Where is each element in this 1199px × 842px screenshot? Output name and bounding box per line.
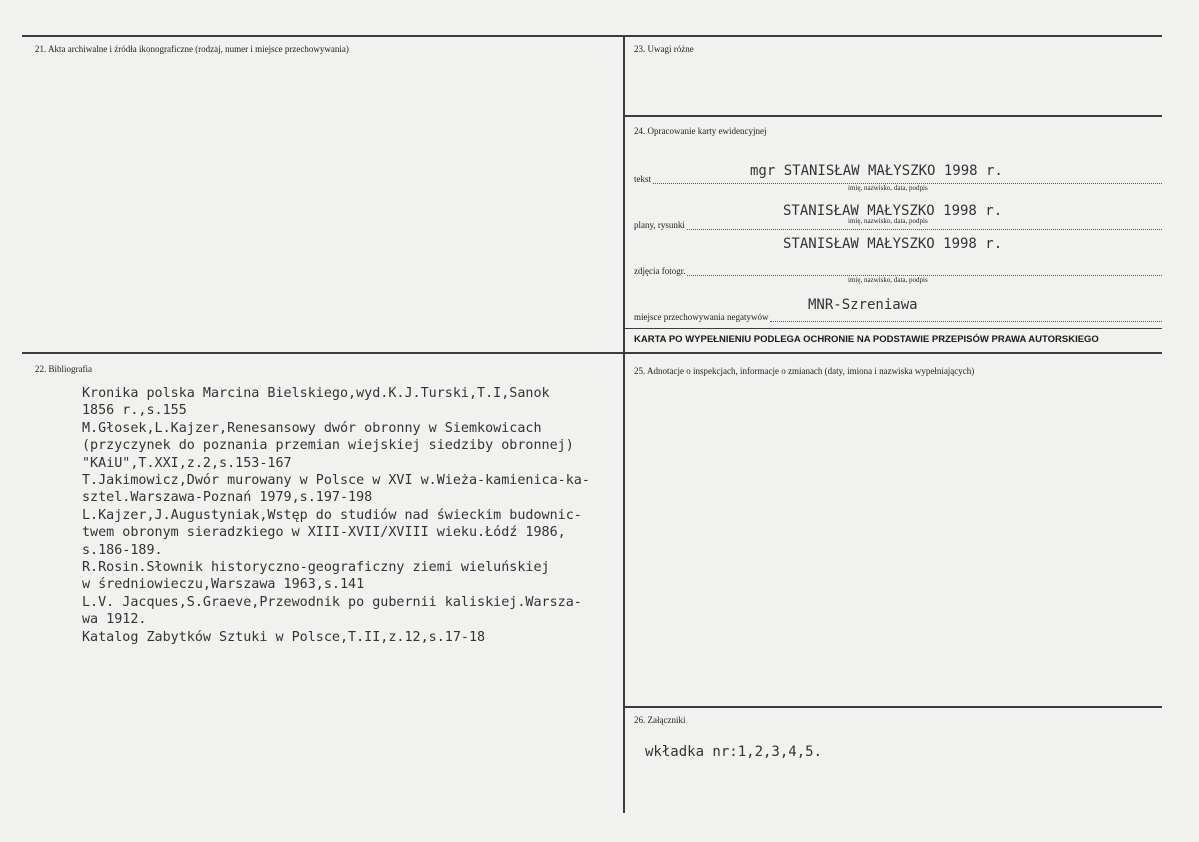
- bibliography-line: L.Kajzer,J.Augustyniak,Wstęp do studiów nad świeckim budownic-: [82, 507, 582, 523]
- bibliography-line: Kronika polska Marcina Bielskiego,wyd.K.J.Turski,T.I,Sanok: [82, 386, 550, 401]
- copyright-notice: KARTA PO WYPEŁNIENIU PODLEGA OCHRONIE NA PODSTAWIE PRZEPISÓW PRAWA AUTORSKIEGO: [634, 334, 1099, 345]
- negatywy-dotted-line: [770, 313, 1162, 322]
- bibliography-line: Katalog Zabytków Sztuki w Polsce,T.II,z.12,s.17-18: [82, 629, 486, 645]
- plany-field: [634, 218, 1162, 230]
- plany-value: STANISŁAW MAŁYSZKO 1998 r.: [783, 203, 1003, 219]
- bibliography-line: T.Jakimowicz,Dwór murowany w Polsce w XVI w.Wieża-kamienica-ka-: [82, 473, 590, 489]
- top-border: [22, 35, 1162, 37]
- bibliography-line: (przyczynek do poznania przemian wiejskiej siedziby obronnej): [82, 438, 574, 454]
- tekst-label: tekst: [634, 174, 651, 184]
- bibliography-line: wa 1912.: [82, 612, 147, 628]
- bibliography-line: M.Głosek,L.Kajzer,Renesansowy dwór obronny w Siemkowicach: [82, 420, 542, 436]
- bibliography-line: L.V. Jacques,S.Graeve,Przewodnik po gubernii kaliskiej.Warsza-: [82, 594, 582, 610]
- section-23-title: 23. Uwagi różne: [634, 44, 694, 54]
- bibliography-line: 1856 r.,s.155: [82, 403, 187, 419]
- section-24-title: 24. Opracowanie karty ewidencyjnej: [634, 126, 767, 136]
- zdjecia-value: STANISŁAW MAŁYSZKO 1998 r.: [783, 236, 1003, 252]
- bibliography-line: R.Rosin.Słownik historyczno-geograficzny ziemi wieluńskiej: [82, 560, 550, 576]
- attachments-value: wkładka nr:1,2,3,4,5.: [645, 744, 823, 760]
- column-divider: [623, 35, 625, 813]
- bibliography-line: "KAiU",T.XXI,z.2,s.153-167: [82, 455, 292, 471]
- negatywy-label: miejsce przechowywania negatywów: [634, 312, 769, 322]
- s23-bottom-line: [623, 115, 1162, 117]
- zdjecia-field: [634, 264, 1162, 276]
- bibliography-line: s.186-189.: [82, 542, 163, 558]
- section-25-title: 25. Adnotacje o inspekcjach, informacje o zmianach (daty, imiona i nazwiska wypełniających): [634, 366, 975, 376]
- bibliography-line: w średniowieczu,Warszawa 1963,s.141: [82, 577, 365, 593]
- section-26-title: 26. Załączniki: [634, 715, 686, 725]
- tekst-field: [634, 172, 1162, 184]
- notice-top-line: [623, 328, 1162, 329]
- middle-divider: [22, 352, 1162, 354]
- bibliography-line: twem obronym sieradzkiego w XIII-XVII/XVIII wieku.Łódź 1986,: [82, 525, 566, 541]
- s25-bottom-line: [623, 706, 1162, 708]
- negatywy-value: MNR-Szreniawa: [808, 297, 918, 313]
- tekst-caption: imię, nazwisko, data, podpis: [848, 184, 928, 192]
- plany-caption: imię, nazwisko, data, podpis: [848, 217, 928, 225]
- bibliography-line: sztel.Warszawa-Poznań 1979,s.197-198: [82, 490, 373, 506]
- plany-label: plany, rysunki: [634, 220, 685, 230]
- negatywy-field: [634, 310, 1162, 322]
- tekst-dotted-line: [653, 175, 1162, 184]
- zdjecia-caption: imię, nazwisko, data, podpis: [848, 276, 928, 284]
- plany-dotted-line: [687, 221, 1162, 230]
- zdjecia-dotted-line: [687, 267, 1162, 276]
- bibliography-list: [82, 385, 590, 646]
- zdjecia-label: zdjęcia fotogr.: [634, 266, 686, 276]
- section-22-title: 22. Bibliografia: [35, 364, 92, 374]
- section-21-title: 21. Akta archiwalne i źródła ikonograficzne (rodzaj, numer i miejsce przechowywania): [35, 44, 349, 54]
- tekst-value: mgr STANISŁAW MAŁYSZKO 1998 r.: [750, 163, 1003, 179]
